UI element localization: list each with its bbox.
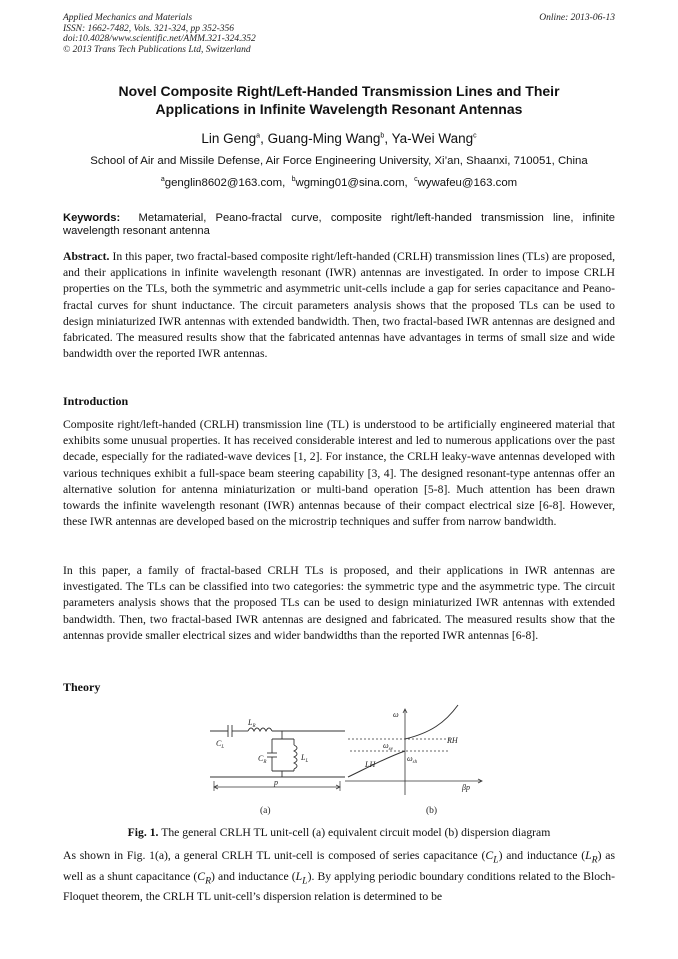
- copyright: © 2013 Trans Tech Publications Ltd, Switzerland: [63, 44, 251, 55]
- label-lr: $L_R$: [248, 718, 256, 729]
- doi: doi:10.4028/www.scientific.net/AMM.321-324.352: [63, 34, 256, 44]
- email-address[interactable]: genglin8602@163.com,: [164, 177, 286, 189]
- email-marker: c: [414, 176, 418, 184]
- label-omega-sh: $\omega_{sh}$: [407, 754, 418, 765]
- author-name: Ya-Wei Wang: [391, 131, 474, 146]
- abstract-text: In this paper, two fractal-based composite right/left-handed (CRLH) transmission lines (TLs) are proposed, and their applications in infinite wavelength resonant (IWR) antennas are investigated. In order to impose CRLH properties on the TLs, both the symmetric and asymmetric unit-cells include a gap for series capacitance and Peano-fractal curves for shunt inductance. The circuit parameters analysis shows that the proposed TLs can be used to design miniaturized IWR antennas with extended bandwidth. Then, two fractal-based IWR antennas are designed and fabricated. The measured results show that the fabricated antennas have advantages in terms of small size and wide bandwidth over the reported IWR antennas.: [63, 250, 615, 361]
- author-marker: a: [256, 132, 261, 140]
- journal-name: Applied Mechanics and Materials: [63, 13, 193, 23]
- symbol-cr: $C_R$: [197, 869, 212, 886]
- email-address[interactable]: wywafeu@163.com: [417, 177, 518, 189]
- author-marker: b: [380, 132, 385, 140]
- theory-text-segment: ) and inductance (: [498, 849, 586, 862]
- figure-caption: [63, 826, 615, 839]
- affiliation: School of Air and Missile Defense, Air Force Engineering University, Xi’an, Shaanxi, 710051, China: [90, 155, 588, 167]
- abstract: [63, 249, 615, 362]
- theory-text-segment: As shown in Fig. 1(a), a general CRLH TL unit-cell is composed of series capacitance (: [63, 849, 486, 862]
- keywords-label: Keywords:: [63, 212, 121, 224]
- issn: ISSN: 1662-7482, Vols. 321-324, pp 352-356: [63, 23, 234, 34]
- author-separator: ,: [260, 131, 268, 146]
- label-cr: $C_R$: [258, 754, 267, 765]
- email-marker: b: [291, 176, 296, 184]
- email-address[interactable]: wgming01@sina.com,: [295, 177, 408, 189]
- theory-text-segment: ). By applying periodic boundary conditions related to the Bloch-Floquet theorem, the CRLH TL unit-cell’s dispersion relation is determined to be: [63, 869, 615, 904]
- paper-title: [63, 82, 615, 118]
- theory-text-segment: ) as well as a shunt capacitance (: [63, 849, 615, 883]
- introduction-paragraph-2: In this paper, a family of fractal-based CRLH TLs is proposed, and their applications in IWR antennas are investigated. The TLs can be classified into two categories: the symmetric type and the asymmetric type. The circuit parameters analysis shows that the proposed TLs can be used to design miniaturized IWR antennas with extended bandwidth. Then, two fractal-based IWR antennas are designed and fabricated. The measured results show that the antennas provide smaller electrical sizes and wider bandwidths than the reported IWR antennas [6-8].: [63, 564, 615, 642]
- subfigure-a-label: (a): [260, 806, 271, 816]
- author-name: Guang-Ming Wang: [267, 131, 381, 146]
- journal-header: [63, 13, 615, 55]
- label-beta-p: βp: [462, 783, 470, 792]
- introduction-paragraph-1: Composite right/left-handed (CRLH) transmission line (TL) is understood to be artificially engineered material that exhibits some unusual properties. It has received considerable interest and led to numerous applications over the past decade, especially for the radiated-wave devices [1, 2]. For instance, the CRLH leaky-wave antennas developed with various techniques exhibit a full-space beam steering capability [3, 4]. The designed resonant-type antennas offer an alternative solution for antenna miniaturization or multi-band operation [5-8]. Much attention has been drawn towards the infinite wavelength resonant (IWR) antennas because of their compact electrical size [6-8]. However, these IWR antennas are developed based on the microstrip techniques and suffer from narrow bandwidth.: [63, 418, 615, 529]
- theory-paragraph: [63, 848, 615, 905]
- keywords: [63, 212, 615, 238]
- email-marker: a: [160, 176, 165, 184]
- caption-text: The general CRLH TL unit-cell (a) equivalent circuit model (b) dispersion diagram: [161, 826, 551, 839]
- label-p: p: [274, 778, 278, 787]
- author-marker: c: [473, 132, 477, 140]
- theory-text-segment: ) and inductance (: [211, 869, 296, 883]
- author-name: Lin Geng: [201, 131, 257, 146]
- theory-heading: Theory: [63, 680, 101, 694]
- email-list: [63, 177, 615, 189]
- label-omega: ω: [393, 710, 399, 719]
- caption-label: Fig. 1.: [127, 826, 159, 839]
- introduction-heading: Introduction: [63, 394, 129, 408]
- online-date: Online: 2013-06-13: [539, 13, 615, 23]
- title-line-2: Applications in Infinite Wavelength Resonant Antennas: [155, 101, 523, 117]
- symbol-ll: $L_L$: [295, 869, 308, 886]
- keywords-text: Metamaterial, Peano-fractal curve, composite right/left-handed transmission line, infinite wavelength resonant antenna: [63, 212, 616, 237]
- label-cl: $C_L$: [216, 739, 225, 750]
- abstract-label: Abstract.: [63, 250, 110, 263]
- title-line-1: Novel Composite Right/Left-Handed Transmission Lines and Their: [118, 83, 560, 99]
- symbol-lr: $L_R$: [585, 849, 598, 866]
- label-ll: $L_L$: [301, 753, 309, 764]
- label-lh: LH: [365, 760, 376, 769]
- label-rh: RH: [447, 736, 458, 745]
- dispersion-diagram: [345, 705, 482, 795]
- symbol-cl: $C_L$: [485, 849, 499, 866]
- author-separator: ,: [384, 131, 392, 146]
- label-omega-se: $\omega_{se}$: [383, 741, 393, 752]
- figure-1: [200, 703, 490, 818]
- author-list: [63, 131, 615, 146]
- subfigure-b-label: (b): [426, 806, 438, 816]
